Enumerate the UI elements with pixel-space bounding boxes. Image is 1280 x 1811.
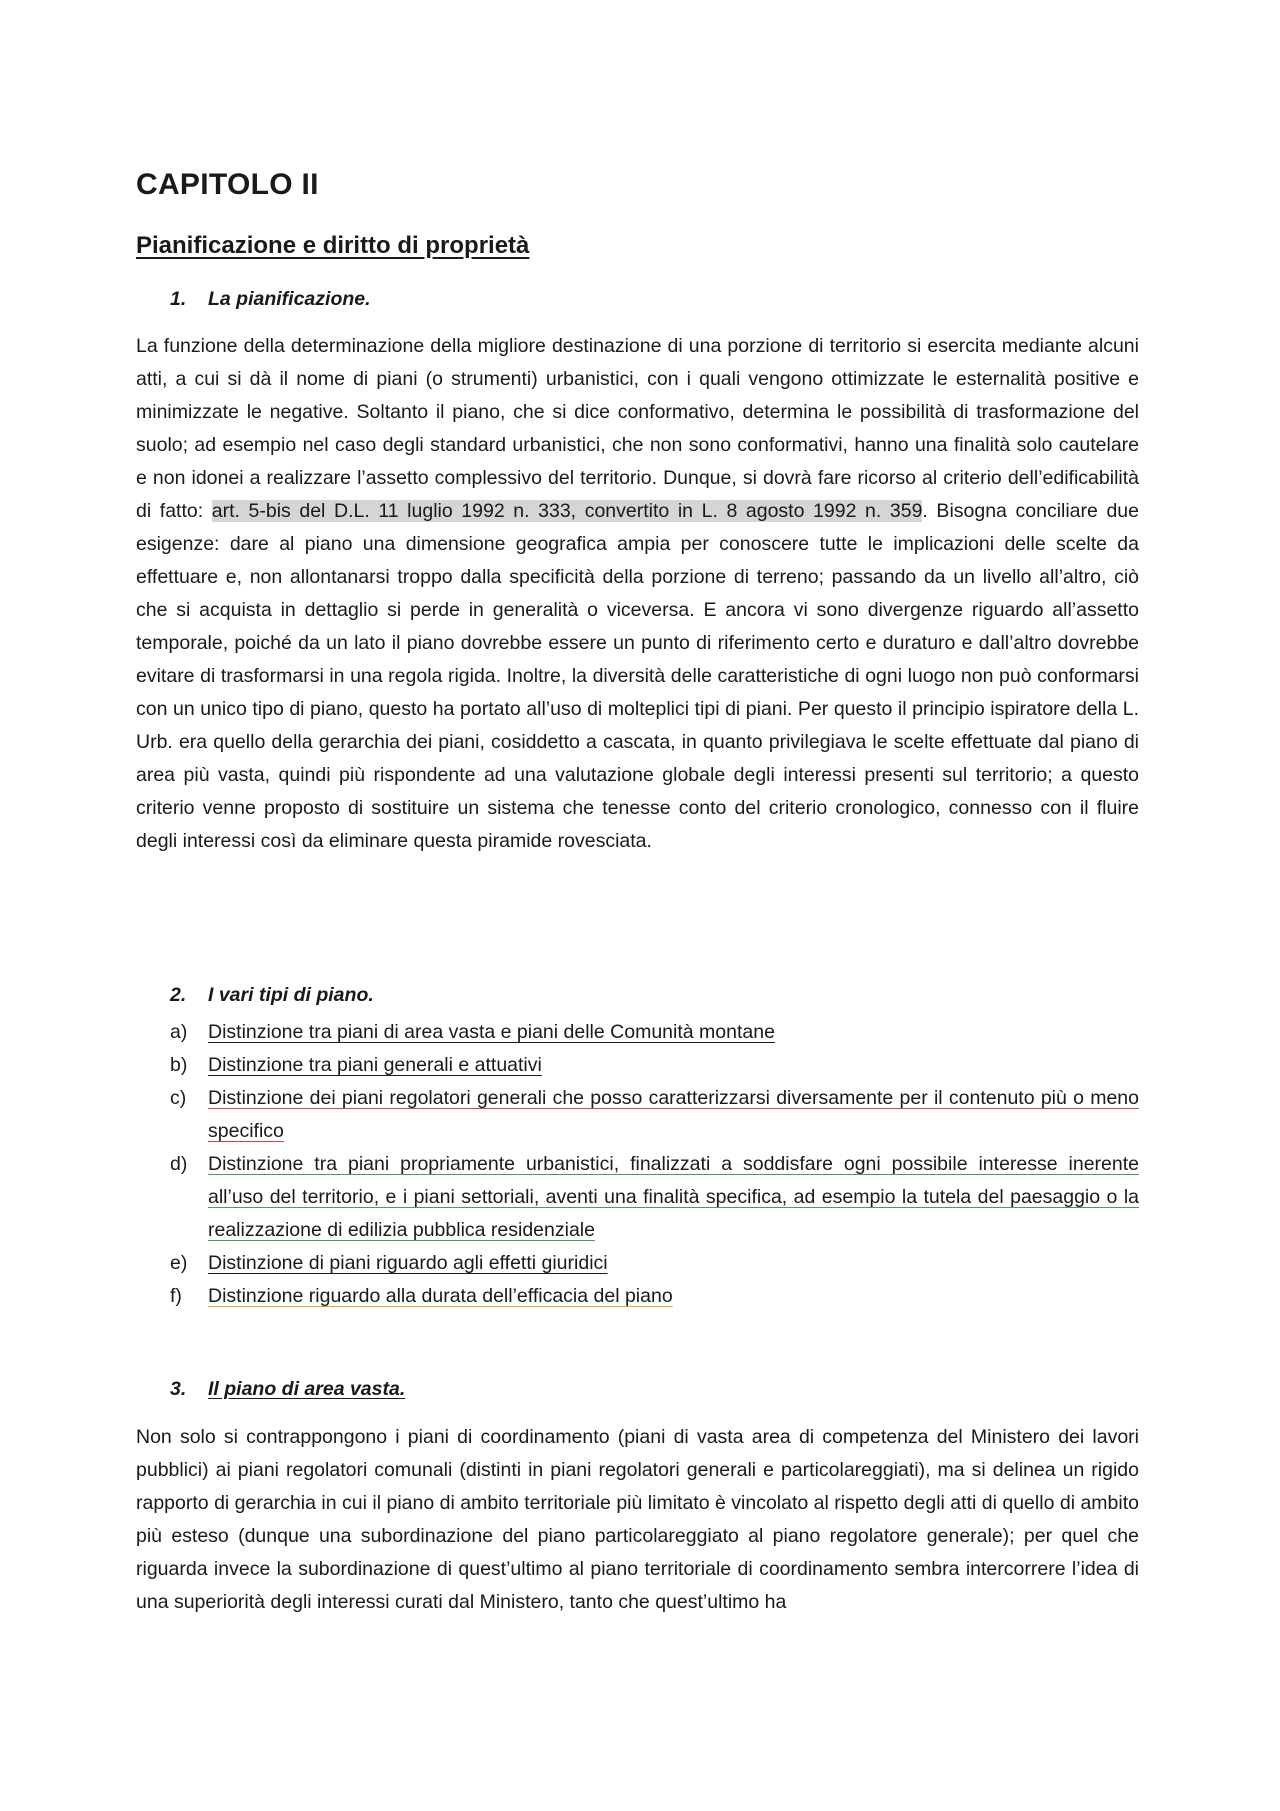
list-item-text: Distinzione tra piani propriamente urbanistici, finalizzati a soddisfare ogni possibile interesse inerente all’uso del territorio, e i piani settoriali, aventi una finalità specifica, ad esempio la tutela del paesaggio o la realizzazione di edilizia pubblica residenziale: [208, 1153, 1139, 1241]
list-item: [170, 1082, 1139, 1148]
list-marker: c): [170, 1087, 187, 1109]
list-item-text: Distinzione di piani riguardo agli effetti giuridici: [208, 1252, 608, 1274]
section-number: 1.: [170, 288, 187, 310]
section-title: La pianificazione.: [208, 288, 371, 310]
highlighted-law-reference: art. 5-bis del D.L. 11 luglio 1992 n. 333, convertito in L. 8 agosto 1992 n. 359: [211, 500, 923, 522]
plan-types-list: [170, 1016, 1139, 1313]
section-heading-1: [170, 288, 371, 311]
section-heading-3: [170, 1378, 405, 1401]
list-marker: e): [170, 1252, 188, 1274]
list-marker: b): [170, 1054, 188, 1076]
section-number: 3.: [170, 1378, 187, 1400]
list-marker: a): [170, 1021, 188, 1043]
list-marker: d): [170, 1153, 188, 1175]
list-marker: f): [170, 1285, 182, 1307]
chapter-subtitle: Pianificazione e diritto di proprietà: [136, 232, 530, 259]
list-item-text: Distinzione dei piani regolatori generali che posso caratterizzarsi diversamente per il contenuto più o meno specifico: [208, 1087, 1139, 1142]
paragraph-text: La funzione della determinazione della migliore destinazione di una porzione di territorio si esercita mediante alcuni atti, a cui si dà il nome di piani (o strumenti) urbanistici, con i quali vengono ottimizzate le esternalità positive e minimizzate le negative. Soltanto il piano, che si dice conformativo, determina le possibilità di trasformazione del suolo; ad esempio nel caso degli standard urbanistici, che non sono conformativi, hanno una finalità solo cautelare e non idonei a realizzare l’assetto complessivo del territorio. Dunque, si dovrà fare ricorso al criterio dell’edificabilità di fatto:: [136, 335, 1139, 522]
list-item-text: Distinzione tra piani generali e attuativi: [208, 1054, 542, 1076]
section-heading-2: [170, 984, 374, 1007]
list-item: [170, 1049, 1139, 1082]
list-item-text: Distinzione tra piani di area vasta e piani delle Comunità montane: [208, 1021, 775, 1043]
paragraph-text-continued: . Bisogna conciliare due esigenze: dare al piano una dimensione geografica ampia per conoscere tutte le implicazioni delle scelte da effettuare e, non allontanarsi troppo dalla specificità della porzione di terreno; passando da un livello all’altro, ciò che si acquista in dettaglio si perde in generalità o viceversa. E ancora vi sono divergenze riguardo all’assetto temporale, poiché da un lato il piano dovrebbe essere un punto di riferimento certo e duraturo e dall’altro dovrebbe evitare di trasformarsi in una regola rigida. Inoltre, la diversità delle caratteristiche di ogni luogo non può conformarsi con un unico tipo di piano, questo ha portato all’uso di molteplici tipi di piani. Per questo il principio ispiratore della L. Urb. era quello della gerarchia dei piani, cosiddetto a cascata, in quanto privilegiava le scelte effettuate dal piano di area più vasta, quindi più rispondente ad una valutazione globale degli interessi presenti sul territorio; a questo criterio venne proposto di sostituire un sistema che tenesse conto del criterio cronologico, connesso con il fluire degli interessi così da eliminare questa piramide rovesciata.: [136, 500, 1140, 852]
section-title: I vari tipi di piano.: [208, 984, 374, 1006]
chapter-title: CAPITOLO II: [136, 168, 319, 201]
section-1-paragraph: [136, 330, 1139, 858]
section-number: 2.: [170, 984, 187, 1006]
list-item: [170, 1280, 1139, 1313]
list-item: [170, 1016, 1139, 1049]
section-title: Il piano di area vasta.: [208, 1378, 406, 1400]
section-3-paragraph: Non solo si contrappongono i piani di coordinamento (piani di vasta area di competenza del Ministero dei lavori pubblici) ai piani regolatori comunali (distinti in piani regolatori generali e particolareggiati), ma si delinea un rigido rapporto di gerarchia in cui il piano di ambito territoriale più limitato è vincolato al rispetto degli atti di quello di ambito più esteso (dunque una subordinazione del piano particolareggiato al piano regolatore generale); per quel che riguarda invece la subordinazione di quest’ultimo al piano territoriale di coordinamento sembra intercorrere l’idea di una superiorità degli interessi curati dal Ministero, tanto che quest’ultimo ha: [136, 1426, 1139, 1613]
list-item: [170, 1247, 1139, 1280]
list-item: [170, 1148, 1139, 1247]
list-item-text: Distinzione riguardo alla durata dell’efficacia del piano: [208, 1285, 673, 1307]
